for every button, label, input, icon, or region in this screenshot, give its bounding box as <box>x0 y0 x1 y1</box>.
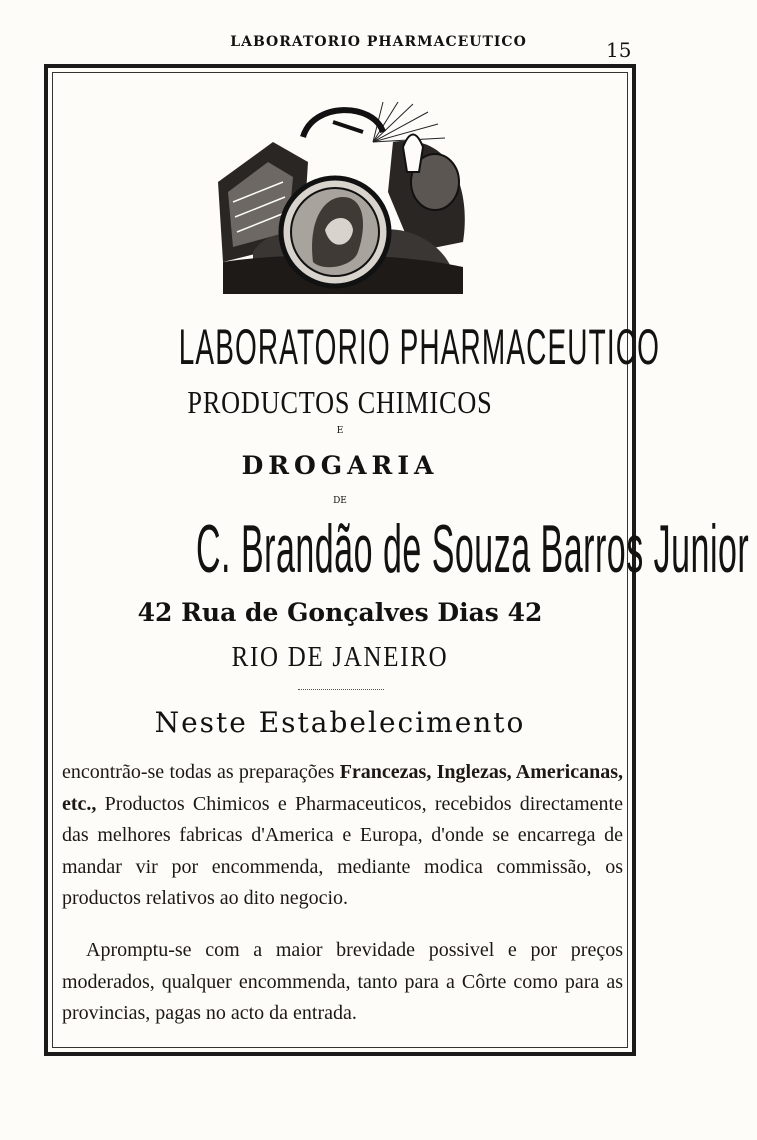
ad-title: LABORATORIO PHARMACEUTICO <box>178 319 660 375</box>
paragraph-bold-text: Francezas, Inglezas, Americanas, etc., <box>62 761 623 815</box>
running-head: LABORATORIO PHARMACEUTICO <box>230 34 527 50</box>
ad-conjunction: E <box>336 426 344 436</box>
paragraph-text: encontrão-se todas as preparações <box>62 761 340 783</box>
page-number: 15 <box>606 38 632 62</box>
paragraph-text: Productos Chimicos e Pharmaceuticos, recebidos directamente das melhores fabricas d'America e Europa, d'onde se encarrega de mandar vir por encommenda, mediante modica commissão, os productos relativos ao dito negocio. <box>62 792 623 909</box>
proprietor-name: C. Brandão de Souza Barros Junior <box>196 511 750 587</box>
city: RIO DE JANEIRO <box>231 641 449 673</box>
ad-drogaria: DROGARIA <box>241 451 439 480</box>
ad-subtitle: PRODUCTOS CHIMICOS <box>187 384 493 420</box>
address: 42 Rua de Gonçalves Dias 42 <box>137 598 543 627</box>
paragraph-products <box>62 757 623 915</box>
ad-de: DE <box>333 496 347 506</box>
divider-rule <box>298 689 384 690</box>
paragraph-orders: Apromptu-se com a maior brevidade possivel e por preços moderados, qualquer encommenda, tanto para a Côrte como para as provincias, pagas no acto da entrada. <box>62 939 623 1024</box>
section-heading: Neste Estabelecimento <box>154 706 526 739</box>
pharmacy-vignette-illustration <box>213 102 471 294</box>
